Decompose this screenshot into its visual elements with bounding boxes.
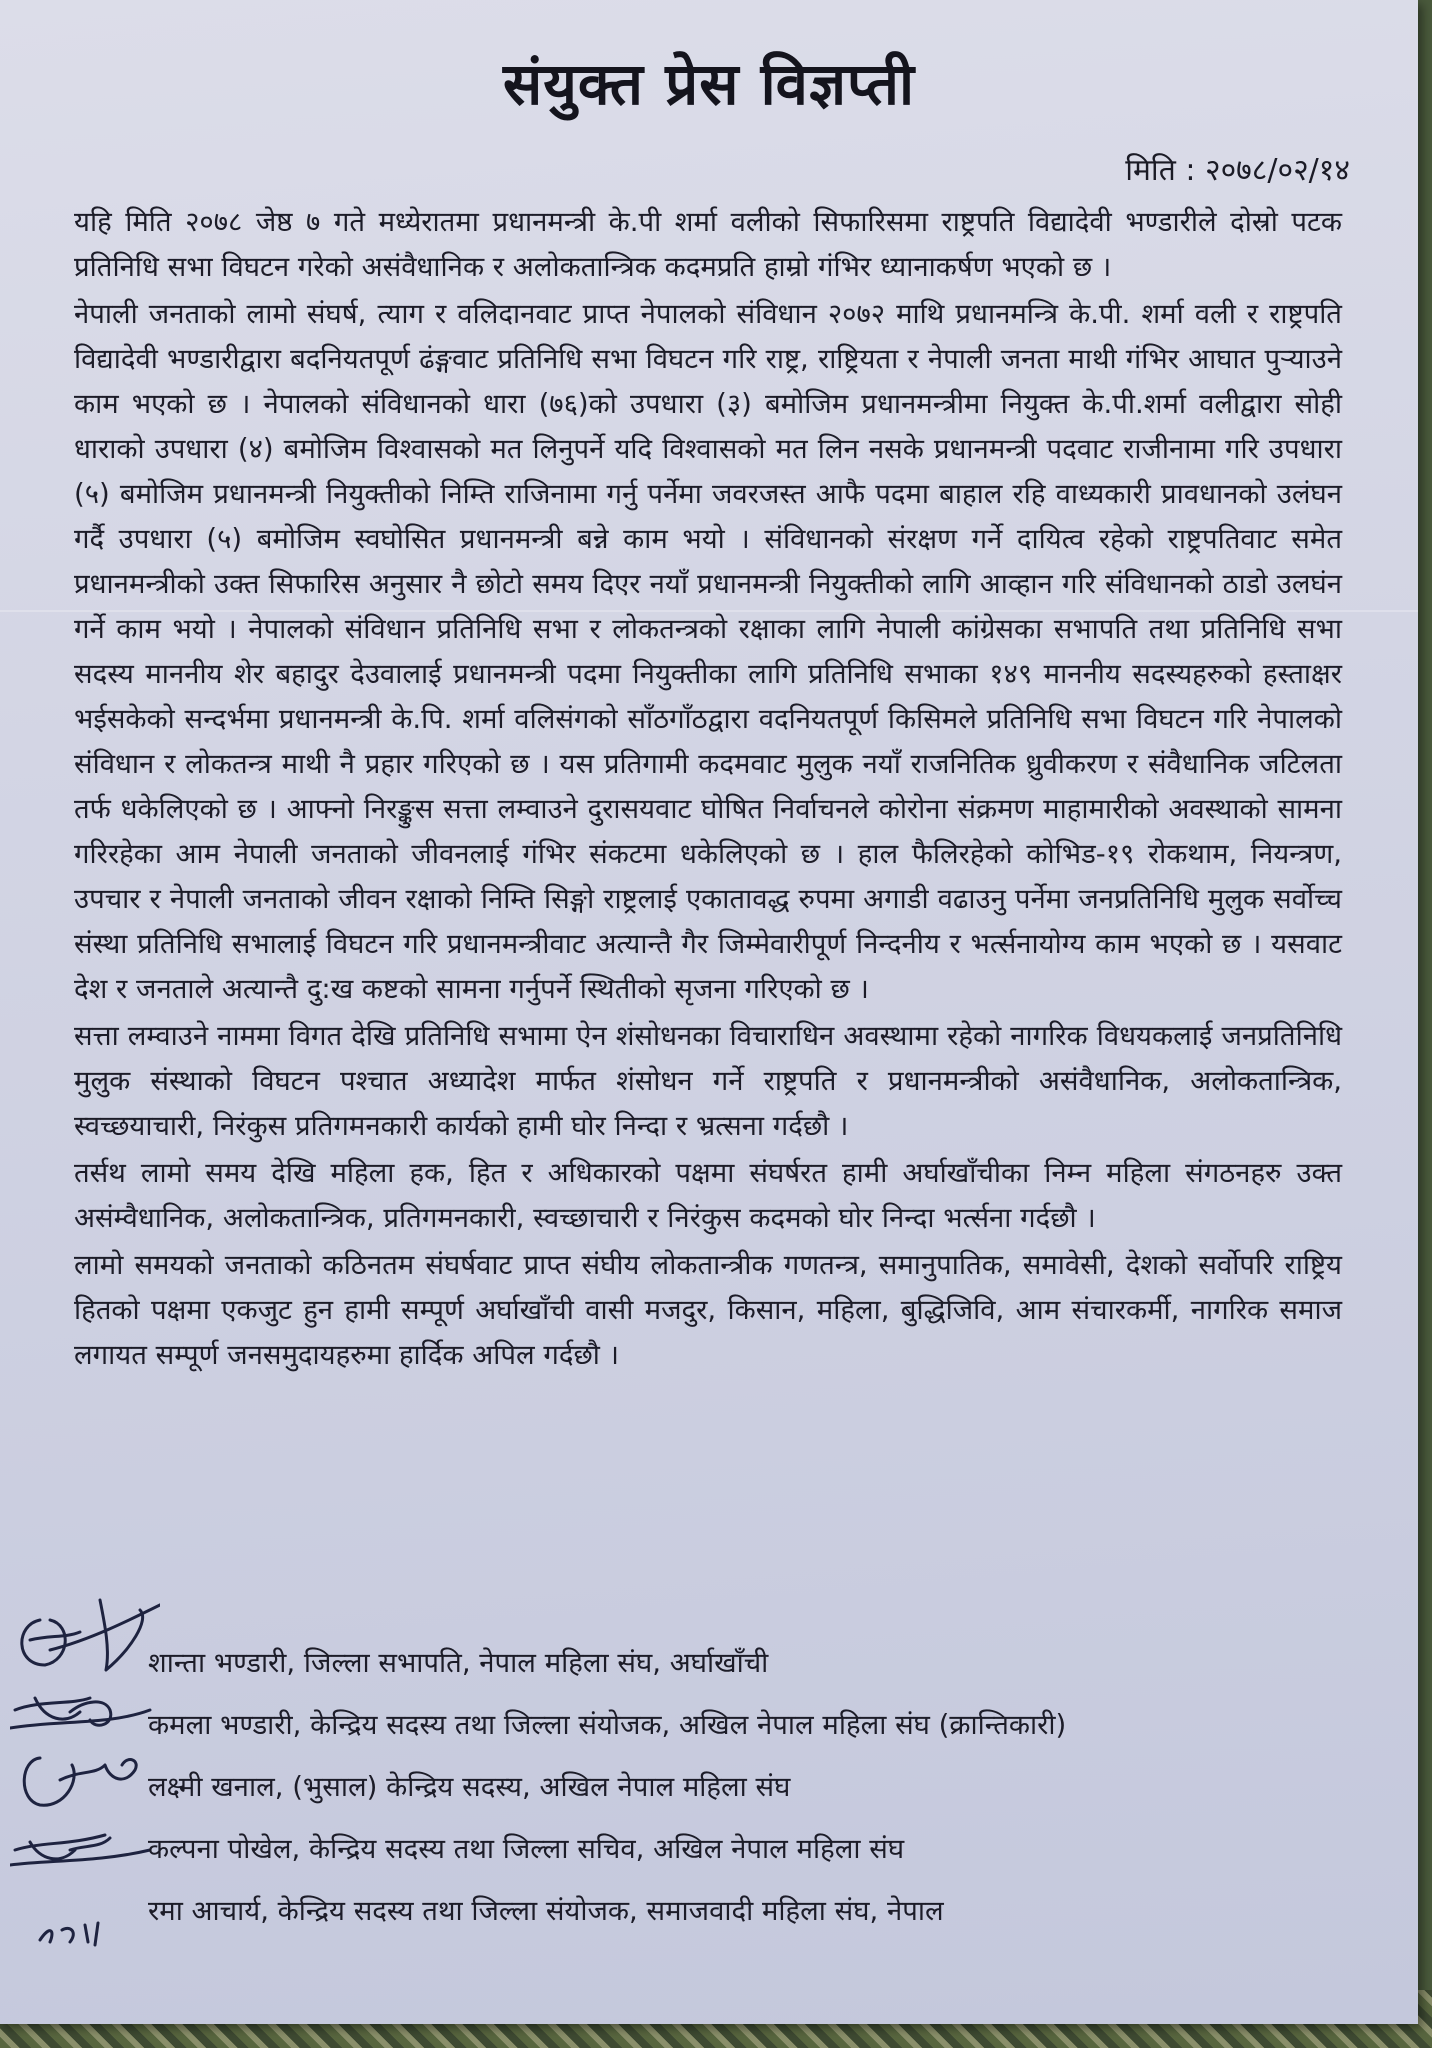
paragraph: सत्ता लम्वाउने नाममा विगत देखि प्रतिनिधि सभामा ऐन शंसोधनका विचाराधिन अवस्थामा रहेको नागरिक विधयकलाई जनप्रतिनिधि मुलुक संस्थाको विघटन पश्चात अध्यादेश मार्फत शंसोधन गर्ने राष्ट्रपति र प्रधानमन्त्रीको असंवैधानिक, अलोकतान्त्रिक, स्वच्छयाचारी, निरंकुस प्रतिगमनकारी कार्यको हामी घोर निन्दा र भ्रत्सना गर्दछौ ।	[74, 1020, 1342, 1142]
signatory-list	[148, 1632, 1348, 1942]
document-body	[74, 200, 1342, 1380]
signatory-line: लक्ष्मी खनाल, (भुसाल) केन्द्रिय सदस्य, अखिल नेपाल महिला संघ	[148, 1771, 791, 1803]
paragraph: नेपाली जनताको लामो संघर्ष, त्याग र वलिदानवाट प्राप्त नेपालको संविधान २०७२ माथि प्रधानमन्त्रि के.पी. शर्मा वली र राष्ट्रपति विद्यादेवी भण्डारीद्वारा बदनियतपूर्ण ढंङ्गवाट प्रतिनिधि सभा विघटन गरि राष्ट्र, राष्ट्रियता र नेपाली जनता माथी गंभिर आघात पुऱ्याउने काम भएको छ । नेपालको संविधानको धारा (७६)को उपधारा (३) बमोजिम प्रधानमन्त्रीमा नियुक्त के.पी.शर्मा वलीद्वारा सोही धाराको उपधारा (४) बमोजिम विश्वासको मत लिनुपर्ने यदि विश्वासको मत लिन नसके प्रधानमन्त्री पदवाट राजीनामा गरि उपधारा (५) बमोजिम प्रधानमन्त्री नियुक्तीको निम्ति राजिनामा गर्नु पर्नेमा जवरजस्त आफै पदमा बाहाल रहि वाध्यकारी प्रावधानको उलंघन गर्दै उपधारा (५) बमोजिम स्वघोसित प्रधानमन्त्री बन्ने काम भयो । संविधानको संरक्षण गर्ने दायित्व रहेको राष्ट्रपतिवाट समेत प्रधानमन्त्रीको उक्त सिफारिस अनुसार नै छोटो समय दिएर नयाँ प्रधानमन्त्री नियुक्तीको लागि आव्हान गरि संविधानको ठाडो उलघंन गर्ने काम भयो । नेपालको संविधान प्रतिनिधि सभा र लोकतन्त्रको रक्षाका लागि नेपाली कांग्रेसका सभापति तथा प्रतिनिधि सभा सदस्य माननीय शेर बहादुर देउवालाई प्रधानमन्त्री पदमा नियुक्तीका लागि प्रतिनिधि सभाका १४९ माननीय सदस्यहरुको हस्ताक्षर भईसकेको सन्दर्भमा प्रधानमन्त्री के.पि. शर्मा वलिसंगको साँठगाँठद्वारा वदनियतपूर्ण किसिमले प्रतिनिधि सभा विघटन गरि नेपालको संविधान र लोकतन्त्र माथी नै प्रहार गरिएको छ । यस प्रतिगामी कदमवाट मुलुक नयाँ राजनितिक ध्रुवीकरण र संवैधानिक जटिलता तर्फ धकेलिएको छ । आफ्नो निरङ्कुस सत्ता लम्वाउने दुरासयवाट घोषित निर्वाचनले कोरोना संक्रमण माहामारीको अवस्थाको सामना गरिरहेका आम नेपाली जनताको जीवनलाई गंभिर संकटमा धकेलिएको छ । हाल फैलिरहेको कोभिड-१९ रोकथाम, नियन्त्रण, उपचार र नेपाली जनताको जीवन रक्षाको निम्ति सिङ्गो राष्ट्रलाई एकातावद्ध रुपमा अगाडी वढाउनु पर्नेमा जनप्रतिनिधि मुलुक सर्वोच्च संस्था प्रतिनिधि सभालाई विघटन गरि प्रधानमन्त्रीवाट अत्यान्तै गैर जिम्मेवारीपूर्ण निन्दनीय र भर्त्सनायोग्य काम भएको छ । यसवाट देश र जनताले अत्यान्तै दु:ख कष्टको सामना गर्नुपर्ने स्थितीको सृजना गरिएको छ ।	[74, 298, 1342, 1005]
paragraph: लामो समयको जनताको कठिनतम संघर्षवाट प्राप्त संघीय लोकतान्त्रीक गणतन्त्र, समानुपातिक, समावेसी, देशको सर्वोपरि राष्ट्रिय हितको पक्षमा एकजुट हुन हामी सम्पूर्ण अर्घाखाँची वासी मजदुर, किसान, महिला, बुद्धिजिवि, आम संचारकर्मी, नागरिक समाज लगायत सम्पूर्ण जनसमुदायहरुमा हार्दिक अपिल गर्दछौ ।	[74, 1249, 1342, 1371]
page-title: संयुक्त प्रेस विज्ञप्ती	[503, 50, 915, 118]
paragraph: यहि मिति २०७८ जेष्ठ ७ गते मध्येरातमा प्रधानमन्त्री के.पी शर्मा वलीको सिफारिसमा राष्ट्रपति विद्यादेवी भण्डारीले दोस्रो पटक प्रतिनिधि सभा विघटन गरेको असंवैधानिक र अलोकतान्त्रिक कदमप्रति हाम्रो गंभिर ध्यानाकर्षण भएको छ ।	[74, 206, 1342, 283]
handwritten-signatures	[10, 1580, 160, 1980]
document-date: मिति : २०७८/०२/१४	[1125, 153, 1350, 188]
signatory-line: शान्ता भण्डारी, जिल्ला सभापति, नेपाल महिला संघ, अर्घाखाँची	[148, 1647, 769, 1679]
signatory-line: कल्पना पोखेल, केन्द्रिय सदस्य तथा जिल्ला सचिव, अखिल नेपाल महिला संघ	[148, 1833, 905, 1865]
paragraph: तर्सथ लामो समय देखि महिला हक, हित र अधिकारको पक्षमा संघर्षरत हामी अर्घाखाँचीका निम्न महिला संगठनहरु उक्त असंम्वैधानिक, अलोकतान्त्रिक, प्रतिगमनकारी, स्वच्छाचारी र निरंकुस कदमको घोर निन्दा भर्त्सना गर्दछौ ।	[74, 1157, 1342, 1234]
signatory-line: रमा आचार्य, केन्द्रिय सदस्य तथा जिल्ला संयोजक, समाजवादी महिला संघ, नेपाल	[148, 1895, 944, 1927]
signatory-line: कमला भण्डारी, केन्द्रिय सदस्य तथा जिल्ला संयोजक, अखिल नेपाल महिला संघ (क्रान्तिकारी)	[148, 1709, 1067, 1741]
